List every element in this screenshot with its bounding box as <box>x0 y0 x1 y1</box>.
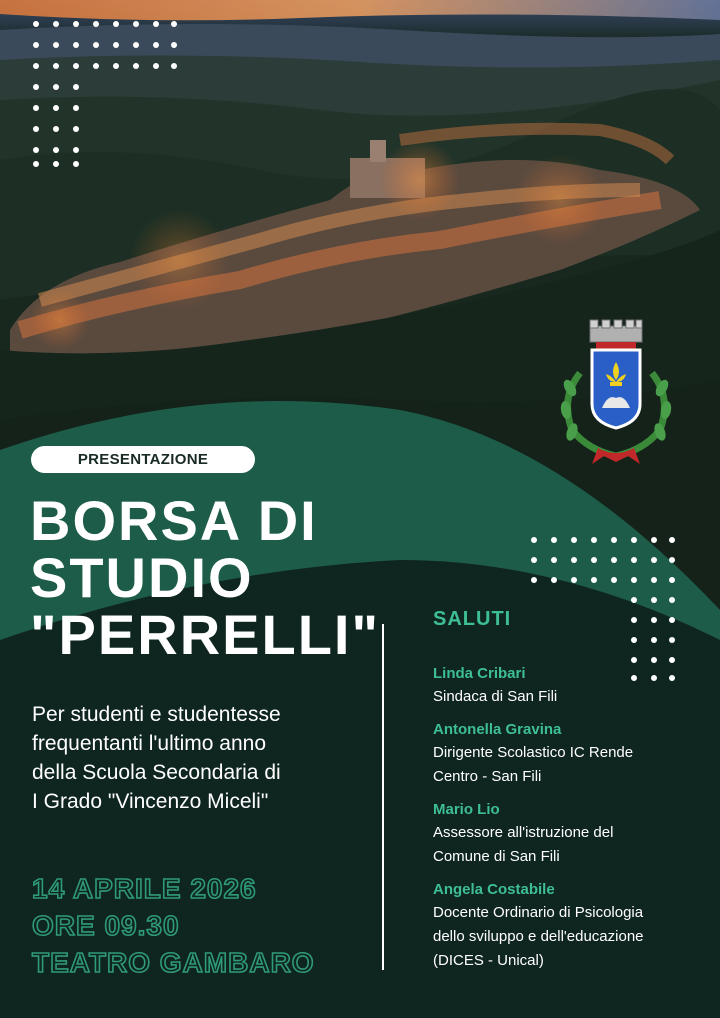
greetings-heading: SALUTI <box>433 608 512 630</box>
greeting-role: Sindaca di San Fili <box>433 688 558 705</box>
presentation-badge: PRESENTAZIONE <box>31 446 255 473</box>
greeting-name: Angela Costabile <box>433 881 555 898</box>
title <box>30 489 381 666</box>
subtitle-line: Per studenti e studentesse <box>32 703 281 726</box>
greeting-item <box>433 662 703 709</box>
vertical-divider <box>382 624 384 970</box>
greeting-item <box>433 878 703 973</box>
municipal-crest-icon <box>558 318 674 466</box>
subtitle-line: frequentanti l'ultimo anno <box>32 732 266 755</box>
greeting-role: Docente Ordinario di Psicologia <box>433 904 644 921</box>
event-info <box>32 870 315 981</box>
title-line-2: STUDIO <box>30 546 254 609</box>
event-place: TEATRO GAMBARO <box>32 947 315 978</box>
title-line-3: "PERRELLI" <box>30 603 381 666</box>
dot-pattern-top <box>28 18 180 168</box>
event-date: 14 APRILE 2026 <box>32 873 257 904</box>
event-time: ORE 09.30 <box>32 910 180 941</box>
greeting-role: Dirigente Scolastico IC Rende <box>433 744 634 761</box>
subtitle-line: I Grado "Vincenzo Miceli" <box>32 790 269 813</box>
greeting-role: Comune di San Fili <box>433 848 560 865</box>
greeting-name: Antonella Gravina <box>433 721 562 738</box>
greeting-role: (DICES - Unical) <box>433 952 544 969</box>
greeting-item <box>433 718 703 789</box>
subtitle-line: della Scuola Secondaria di <box>32 761 281 784</box>
greeting-role: Centro - San Fili <box>433 768 542 785</box>
greeting-role: Assessore all'istruzione del <box>433 824 614 841</box>
title-line-1: BORSA DI <box>30 489 318 552</box>
greeting-role: dello sviluppo e dell'educazione <box>433 928 644 945</box>
greeting-item <box>433 798 703 869</box>
greeting-name: Linda Cribari <box>433 665 526 682</box>
greeting-name: Mario Lio <box>433 801 500 818</box>
subtitle <box>32 700 362 816</box>
